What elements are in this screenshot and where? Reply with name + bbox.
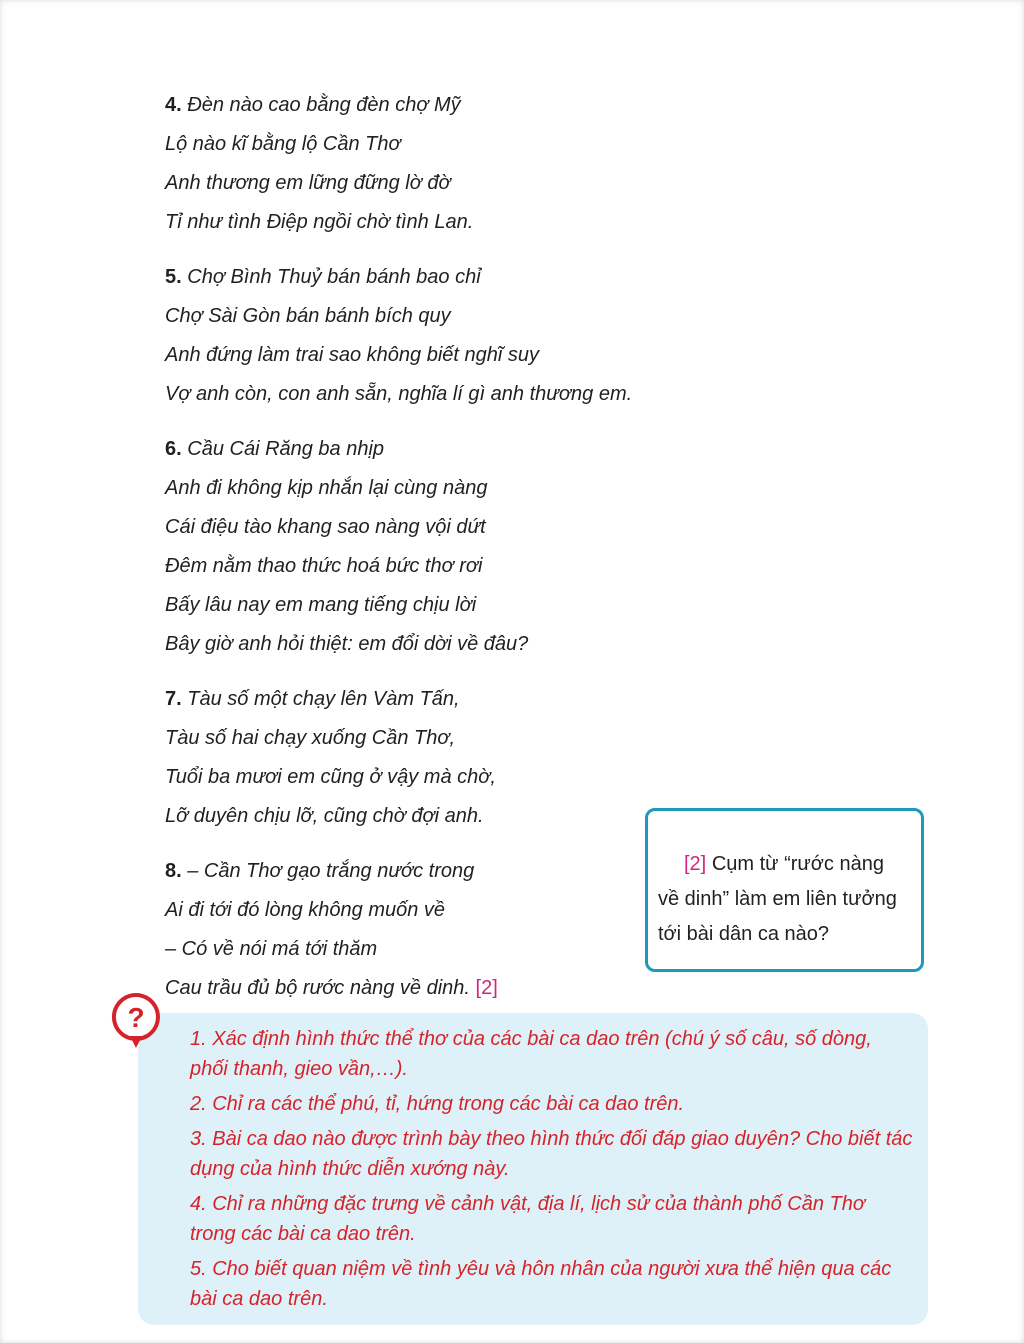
- poem-number: 4.: [165, 94, 182, 116]
- poem-line: Tuổi ba mươi em cũng ở vậy mà chờ,: [165, 766, 496, 788]
- question-item: 1. Xác định hình thức thể thơ của các bài ca dao trên (chú ý số câu, số dòng, phối thanh, gieo vần,…).: [190, 1028, 872, 1080]
- poem-line: Lỡ duyên chịu lỡ, cũng chờ đợi anh.: [165, 805, 484, 827]
- question-item: 4. Chỉ ra những đặc trưng về cảnh vật, địa lí, lịch sử của thành phố Cần Thơ trong các bài ca dao trên.: [190, 1193, 865, 1245]
- poem-number: 6.: [165, 438, 182, 460]
- poem-line: Anh đứng làm trai sao không biết nghĩ suy: [165, 344, 540, 366]
- poem-line: [165, 971, 635, 1010]
- poem-5: [165, 260, 635, 416]
- poem-8: [165, 854, 635, 1010]
- poem-line: Cái điệu tào khang sao nàng vội dứt: [165, 516, 486, 538]
- poem-7: [165, 682, 635, 838]
- poem-line: [165, 432, 635, 471]
- poem-line: Tàu số hai chạy xuống Cần Thơ,: [165, 727, 456, 749]
- poem-line: Bấy lâu nay em mang tiếng chịu lời: [165, 594, 477, 616]
- question-item: 5. Cho biết quan niệm về tình yêu và hôn nhân của người xưa thể hiện qua các bài ca dao trên.: [190, 1258, 892, 1310]
- poem-line: Vợ anh còn, con anh sẵn, nghĩa lí gì anh thương em.: [165, 383, 633, 405]
- poem-number: 8.: [165, 860, 182, 882]
- poem-line: Chợ Sài Gòn bán bánh bích quy: [165, 305, 451, 327]
- poem-line: Tỉ như tình Điệp ngồi chờ tình Lan.: [165, 211, 474, 233]
- question-mark-icon: [110, 992, 162, 1052]
- note-text: Cụm từ “rước nàng về dinh” làm em liên tưởng tới bài dân ca nào?: [658, 853, 897, 945]
- question-list: [190, 1024, 914, 1319]
- poem-list: [165, 88, 635, 1026]
- poem-line: Ai đi tới đó lòng không muốn về: [165, 899, 446, 921]
- poem-line: Lộ nào kĩ bằng lộ Cần Thơ: [165, 133, 401, 155]
- poem-line: [165, 854, 635, 893]
- poem-line: [165, 88, 635, 127]
- poem-line: [165, 682, 635, 721]
- note-ref: [2]: [684, 853, 707, 875]
- poem-6: [165, 432, 635, 666]
- poem-line-text: Cau trầu đủ bộ rước nàng về dinh.: [165, 977, 470, 999]
- question-item: 2. Chỉ ra các thể phú, tỉ, hứng trong các bài ca dao trên.: [190, 1093, 685, 1115]
- poem-line: Đêm nằm thao thức hoá bức thơ rơi: [165, 555, 483, 577]
- poem-line: Bây giờ anh hỏi thiệt: em đổi dời về đâu?: [165, 633, 529, 655]
- poem-number: 5.: [165, 266, 182, 288]
- footnote-ref[interactable]: [2]: [475, 977, 498, 999]
- side-note-box: [645, 808, 924, 972]
- poem-line-text: Đèn nào cao bằng đèn chợ Mỹ: [187, 94, 461, 116]
- poem-line: [165, 260, 635, 299]
- question-item: 3. Bài ca dao nào được trình bày theo hình thức đối đáp giao duyên? Cho biết tác dụng của hình thức diễn xướng này.: [190, 1128, 913, 1180]
- poem-line-text: Chợ Bình Thuỷ bán bánh bao chỉ: [187, 266, 481, 288]
- poem-number: 7.: [165, 688, 182, 710]
- poem-line-text: – Cần Thơ gạo trắng nước trong: [187, 860, 475, 882]
- question-mark-glyph: ?: [127, 1002, 145, 1033]
- poem-4: [165, 88, 635, 244]
- poem-line-text: Cầu Cái Răng ba nhịp: [187, 438, 385, 460]
- poem-line-text: Tàu số một chạy lên Vàm Tấn,: [187, 688, 460, 710]
- poem-line: – Có về nói má tới thăm: [165, 938, 378, 960]
- poem-line: Anh đi không kịp nhắn lại cùng nàng: [165, 477, 488, 499]
- poem-line: Anh thương em lững đững lờ đờ: [165, 172, 451, 194]
